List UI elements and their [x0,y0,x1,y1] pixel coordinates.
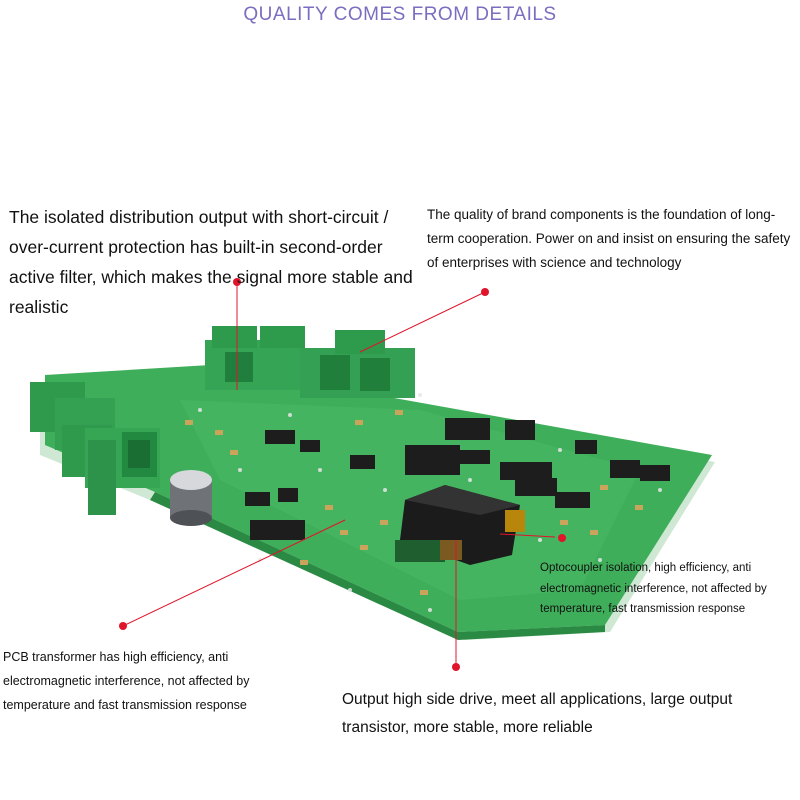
callout-dot-middle-right [558,534,566,542]
callout-text-top-right: The quality of brand components is the foundation of long-term cooperation. Power on and insist on ensuring the safety of enterprises with science and technology [427,207,791,270]
callout-text-top-left: The isolated distribution output with short-circuit / over-current protection has built-in second-order active filter, which makes the signal more stable and realistic [9,207,413,317]
callout-text-bottom-center: Output high side drive, meet all applications, large output transistor, more stable, more reliable [342,691,733,736]
callout-dot-bottom-center [452,663,460,671]
capacitor [170,470,212,526]
callout-dot-top-right [481,288,489,296]
page-title: QUALITY COMES FROM DETAILS [243,4,557,25]
callout-dot-bottom-left [119,622,127,630]
callout-text-middle-right: Optocoupler isolation, high efficiency, anti electromagnetic interference, not affected by temperature, fast transmission response [540,562,767,615]
callout-text-bottom-left: PCB transformer has high efficiency, anti electromagnetic interference, not affected by temperature and fast transmission response [3,650,250,712]
